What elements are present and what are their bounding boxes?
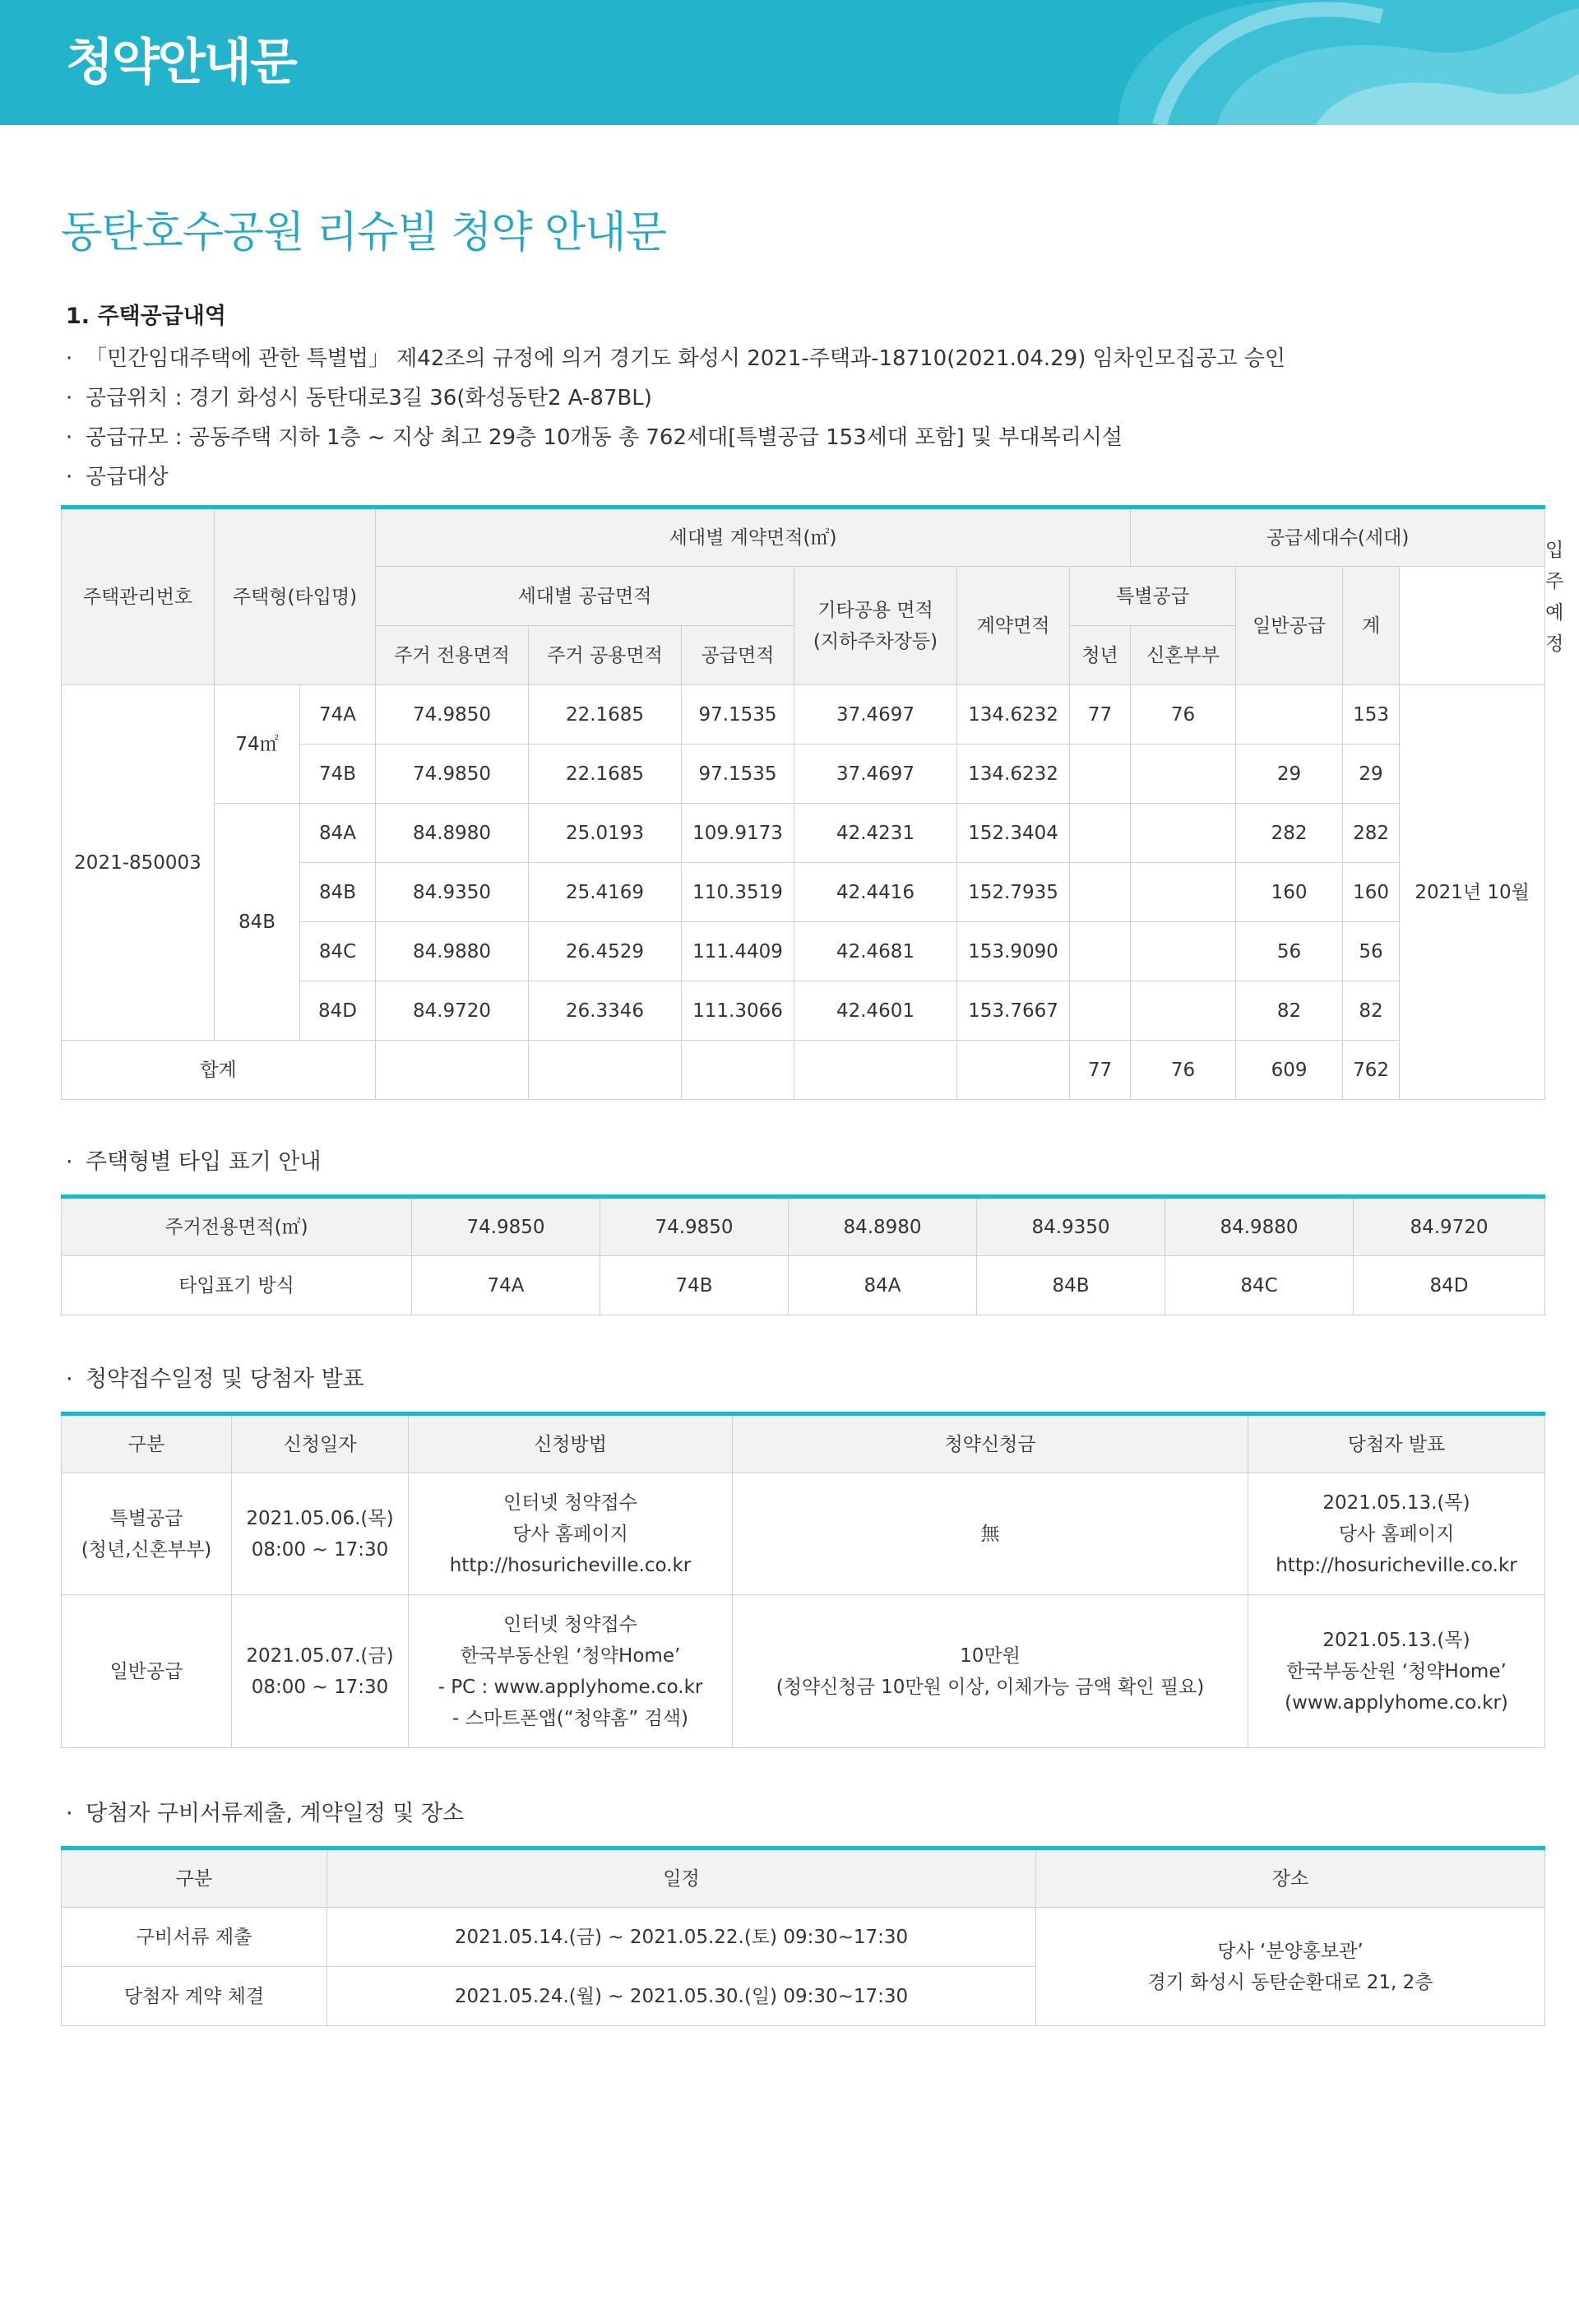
header-newlywed: 신혼부부 <box>1131 626 1236 685</box>
type-guide-heading: · 주택형별 타입 표기 안내 <box>66 1143 322 1176</box>
header-units-group: 공급세대수(세대) <box>1131 508 1545 567</box>
table-row: 84D 84.9720 26.3346 111.3066 42.4601 153.7667 82 82 <box>62 981 1545 1041</box>
contract-heading: · 당첨자 구비서류제출, 계약일정 및 장소 <box>66 1795 464 1827</box>
table-row: 74B 74.9850 22.1685 97.1535 37.4697 134.6232 29 29 <box>62 745 1545 804</box>
header-mgmt-no: 주택관리번호 <box>62 508 215 685</box>
supply-info-list <box>66 339 1285 497</box>
list-item: · 「민간임대주택에 관한 특별법」 제42조의 규정에 의거 경기도 화성시 2021-주택과-18710(2021.04.29) 임차인모집공고 승인 <box>66 339 1285 378</box>
banner-title: 청약안내문 <box>66 34 296 91</box>
header-special-group: 특별공급 <box>1070 567 1236 626</box>
sum-label: 합계 <box>62 1041 376 1100</box>
schedule-heading: · 청약접수일정 및 당첨자 발표 <box>66 1361 364 1393</box>
table-row: 일반공급 2021.05.07.(금) 08:00 ~ 17:30 인터넷 청약접수 한국부동산원 ‘청약Home’ - PC : www.applyhome.co.kr - 스마트폰앱(“청약홈” 검색) 10만원 (청약신청금 10만원 이상, 이체가능 금액 확인 필요) 2021.05.13.(목) 한국부동산원 ‘청약Home’ (www.applyhome.co.kr) <box>62 1595 1545 1748</box>
table-row: 84C 84.9880 26.4529 111.4409 42.4681 153.9090 56 56 <box>62 922 1545 981</box>
table-row: 당첨자 계약 체결 2021.05.24.(월) ~ 2021.05.30.(일) 09:30~17:30 <box>62 1967 1545 2026</box>
row-header-area: 주거전용면적(㎡) <box>62 1197 412 1256</box>
list-item: · 공급위치 : 경기 화성시 동탄대로3길 36(화성동탄2 A-87BL) <box>66 378 1285 418</box>
place-cell: 당사 ‘분양홍보관’ 경기 화성시 동탄순환대로 21, 2층 <box>1036 1908 1545 2026</box>
header-supply: 공급면적 <box>682 626 794 685</box>
table-row: 84B 84A 84.8980 25.0193 109.9173 42.4231 152.3404 282 282 <box>62 804 1545 863</box>
header-other-common: 기타공용 면적 (지하주차장등) <box>794 567 957 685</box>
move-in-cell: 2021년 10월 <box>1400 685 1545 1100</box>
table-row: 타입표기 방식 74A 74B 84A 84B 84C 84D <box>62 1256 1545 1315</box>
header-total: 계 <box>1343 567 1400 685</box>
header-general: 일반공급 <box>1236 567 1343 685</box>
page-title: 동탄호수공원 리슈빌 청약 안내문 <box>61 208 666 257</box>
table-row: 구비서류 제출 2021.05.14.(금) ~ 2021.05.22.(토) 09:30~17:30 당사 ‘분양홍보관’ 경기 화성시 동탄순환대로 21, 2층 <box>62 1908 1545 1967</box>
type-group-cell: 74㎡ <box>215 685 300 804</box>
type-guide-table: 주거전용면적(㎡) 74.9850 74.9850 84.8980 84.9350 84.9880 84.9720 타입표기 방식 74A 74B 84A 84B 84C 84D <box>61 1194 1545 1315</box>
mgmt-no-cell: 2021-850003 <box>62 685 215 1041</box>
header-youth: 청년 <box>1070 626 1131 685</box>
decorative-swirl <box>1069 0 1579 125</box>
list-item: · 공급대상 <box>66 457 1285 497</box>
table-row: 2021-850003 74㎡ 74A 74.9850 22.1685 97.1535 37.4697 134.6232 77 76 153 2021년 10월 <box>62 685 1545 745</box>
supply-table: 주택관리번호 주택형(타입명) 세대별 계약면적(㎡) 공급세대수(세대) 입주예정 세대별 공급면적 기타공용 면적 (지하주차장등) 계약면적 특별공급 일반공급 계 주거 전용면적 주거 공용면적 공급면적 청년 신혼부부 2021-850003 74㎡ 74A 74.9850 22.1685 97.1535 37.4697 134.6232 77 76 153 2021년 10월 74B 74.9850 22.1685 97.1535 37.4697 134.6232 29 29 84B 84A 84.8980 25.0193 109.9173 42.4231 152.3404 282 282 84B 84.9350 25.4169 110.3519 42.4416 152.7935 160 160 84C 84.9880 26.4529 111.4409 42.4681 153.9090 56 56 84D 84.9720 26.3346 111.3066 42.4601 153.7667 82 82 합계 77 76 609 762 <box>61 505 1545 1100</box>
header-banner <box>0 0 1579 125</box>
table-row: 84B 84.9350 25.4169 110.3519 42.4416 152.7935 160 160 <box>62 863 1545 922</box>
header-area-group: 세대별 계약면적(㎡) <box>376 508 1131 567</box>
schedule-table: 구분 신청일자 신청방법 청약신청금 당첨자 발표 특별공급 (청년,신혼부부) 2021.05.06.(목) 08:00 ~ 17:30 인터넷 청약접수 당사 홈페이지 http://hosuricheville.co.kr 無 2021.05.13.(목) 당사 홈페이지 http://hosuricheville.co.kr 일반공급 2021.05.07.(금) 08:00 ~ 17:30 인터넷 청약접수 한국부동산원 ‘청약Home’ - PC : www.applyhome.co.kr - 스마트폰앱(“청약홈” 검색) 10만원 (청약신청금 10만원 이상, 이체가능 금액 확인 필요) 2021.05.13.(목) 한국부동산원 ‘청약Home’ (www.applyhome.co.kr) <box>61 1412 1545 1748</box>
contract-table: 구분 일정 장소 구비서류 제출 2021.05.14.(금) ~ 2021.05.22.(토) 09:30~17:30 당사 ‘분양홍보관’ 경기 화성시 동탄순환대로 21, 2층 당첨자 계약 체결 2021.05.24.(월) ~ 2021.05.30.(일) 09:30~17:30 <box>61 1846 1545 2026</box>
header-supply-area-group: 세대별 공급면적 <box>376 567 794 626</box>
header-type: 주택형(타입명) <box>215 508 376 685</box>
header-exclusive: 주거 전용면적 <box>376 626 529 685</box>
list-item: · 공급규모 : 공동주택 지하 1층 ~ 지상 최고 29층 10개동 총 762세대[특별공급 153세대 포함] 및 부대복리시설 <box>66 418 1285 457</box>
section-heading: 1. 주택공급내역 <box>66 304 226 329</box>
type-group-cell: 84B <box>215 804 300 1041</box>
header-contract: 계약면적 <box>957 567 1070 685</box>
table-row: 특별공급 (청년,신혼부부) 2021.05.06.(목) 08:00 ~ 17:30 인터넷 청약접수 당사 홈페이지 http://hosuricheville.co.kr 無 2021.05.13.(목) 당사 홈페이지 http://hosuricheville.co.kr <box>62 1473 1545 1595</box>
header-common: 주거 공용면적 <box>529 626 682 685</box>
row-header-type: 타입표기 방식 <box>62 1256 412 1315</box>
sum-row: 합계 77 76 609 762 <box>62 1041 1545 1100</box>
